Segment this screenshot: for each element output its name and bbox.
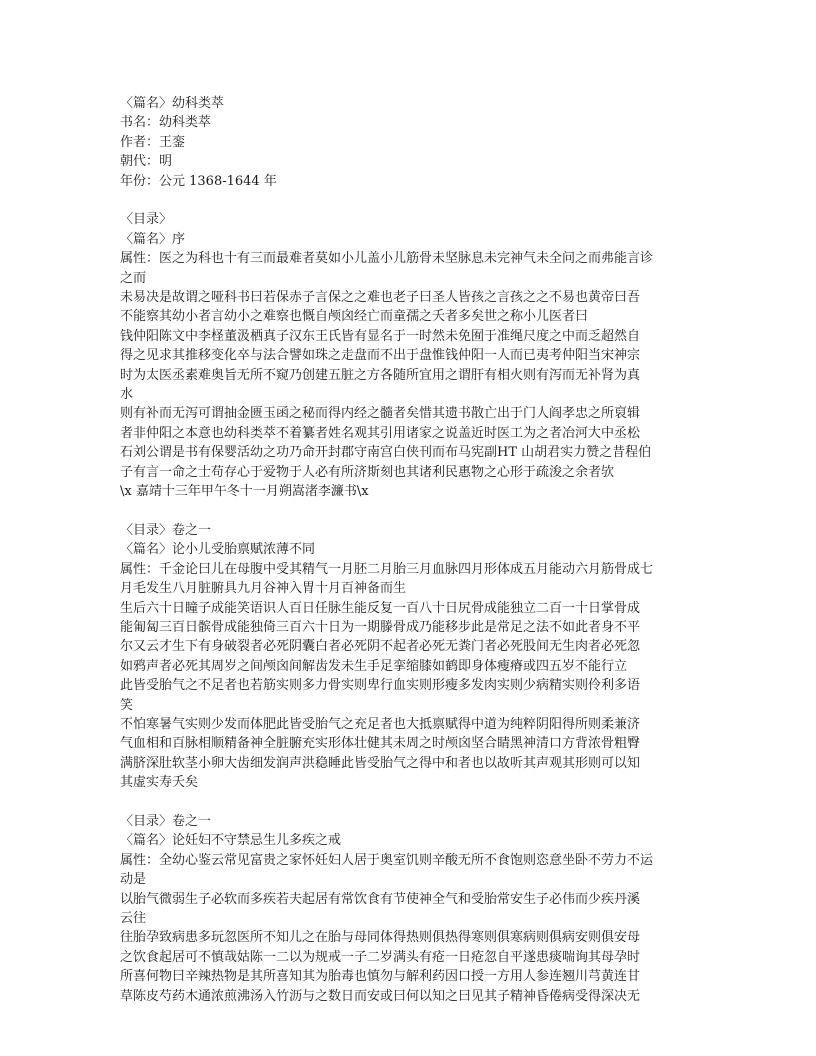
title-line: 〈篇名〉幼科类萃	[120, 96, 225, 111]
text-line: 能匍匐三百日髌骨成能独倚三百六十日为一期滕骨成乃能移步此是常足之法不如此者身不平	[120, 619, 641, 635]
section-title: 〈篇名〉论妊妇不守禁忌生儿多疾之戒	[120, 833, 342, 849]
year-line: 年份：公元 1368-1644 年	[120, 173, 277, 189]
text-line: 此皆受胎气之不足者也若筋实则多力骨实则卑行血实则形瘦多发肉实则少病精实则伶利多语	[120, 678, 641, 694]
text-line: 所喜何物曰辛辣热物是其所喜知其为胎毒也慎勿与解利药因口授一方用人参连翘川芎黄连甘	[120, 969, 641, 985]
book-metadata	[120, 94, 696, 191]
text-line: 得之见求其推移变化卒与法合譬如珠之走盘而不出于盘惟钱仲阳一人而已夷考仲阳当宋神宗	[120, 348, 641, 364]
dynasty-line: 朝代：明	[120, 154, 173, 170]
book-name-line: 书名：幼科类萃	[120, 115, 212, 131]
text-line: 不怕寒暑气实则少发而体肥此皆受胎气之充足者也大抵禀赋得中道为纯粹阴阳得所则柔兼济	[120, 716, 641, 732]
text-line: 水	[120, 387, 134, 403]
text-line: 不能察其幼小者言幼小之难察也慨自颅囟经亡而童孺之夭者多矣世之称小儿医者曰	[120, 309, 589, 325]
text-line: 气血相和百脉相顺精备神全脏腑充实形体壮健其未周之时颅囟坚合睛黑神清口方背浓骨粗臀	[120, 736, 641, 752]
text-line: 之饮食起居可不慎哉姑陈一二以为规戒一子二岁满头有疮一日疮忽自平遂患痰喘询其母孕时	[120, 949, 641, 965]
section-spacer	[120, 191, 696, 210]
text-line: 云往	[120, 911, 147, 927]
document-page	[120, 94, 696, 1006]
text-line: 尔又云才生下有身破裂者必死阴囊白者必死阴不起者必死无粪门者必死股间无生肉者必死忽	[120, 639, 641, 655]
toc-label: 〈目录〉卷之一	[120, 813, 212, 829]
text-line: 者非仲阳之本意也幼科类萃不着纂者姓名观其引用诸家之说盖近时医工为之者冶河大中丞松	[120, 425, 641, 441]
text-line: 其虚实寿夭矣	[120, 775, 199, 791]
text-line: 时为太医丞素难奥旨无所不窥乃创建五脏之方各随所宜用之谓肝有相火则有泻而无补肾为真	[120, 367, 641, 383]
text-line: 则有补而无泻可谓抽金匮玉函之秘而得内经之髓者矣惜其遗书散亡出于门人阎孝忠之所裒辑	[120, 406, 641, 422]
author-line: 作者：王銮	[120, 134, 186, 150]
text-line: 如鸦声者必死其周岁之间颅囟间解齿发未生手足挛缩膝如鹤即身体瘦瘠或四五岁不能行立	[120, 658, 628, 674]
text-line: 未易决是故谓之哑科书曰若保赤子言保之之难也老子曰圣人皆孩之言孩之之不易也黄帝曰吾	[120, 290, 641, 306]
preface-section	[120, 210, 696, 501]
section-spacer	[120, 502, 696, 521]
text-line: 生后六十日瞳子成能笑语识人百日任脉生能反复一百八十日尻骨成能独立二百一十日掌骨成	[120, 600, 641, 616]
text-line: 动是	[120, 872, 147, 888]
toc-label: 〈目录〉卷之一	[120, 522, 212, 538]
section-title: 〈篇名〉序	[120, 231, 186, 247]
toc-label: 〈目录〉	[120, 212, 173, 228]
chapter-section-2	[120, 812, 696, 1006]
text-line: 属性：医之为科也十有三而最难者莫如小儿盖小儿筋骨未坚脉息未完神气未全问之而弗能言诊	[120, 251, 654, 267]
text-line: 属性：千金论曰儿在母腹中受其精气一月胚二月胎三月血脉四月形体成五月能动六月筋骨成七	[120, 561, 654, 577]
text-line: 钱仲阳陈文中李柽董汲栖真子汉东王氏皆有显名于一时然未免囿于准绳尺度之中而乏超然自	[120, 328, 641, 344]
signature-line: \x 嘉靖十三年甲午冬十一月朔嵩渚李濂书\x	[120, 484, 369, 500]
text-line: 以胎气微弱生子必软而多疾若夫起居有常饮食有节使神全气和受胎常安生子必伟而少疾丹溪	[120, 891, 641, 907]
section-spacer	[120, 793, 696, 812]
text-line: 往胎孕致病患多玩忽医所不知儿之在胎与母同体得热则俱热得寒则俱寒病则俱病安则俱安母	[120, 930, 641, 946]
text-line: 石刘公谓是书有保婴活幼之功乃命开封郡守南宫白侠刊而布马宪副HT 山胡君实力赞之昔程伯	[120, 445, 652, 461]
text-line: 子有言一命之士苟存心于爱物于人必有所济斯刻也其诸利民惠物之心形于疏浚之余者欤	[120, 464, 615, 480]
text-line: 属性：全幼心鉴云常见富贵之家怀妊妇人居于奥室饥则辛酸无所不食饱则恣意坐卧不劳力不运	[120, 852, 654, 868]
section-title: 〈篇名〉论小儿受胎禀赋浓薄不同	[120, 542, 316, 558]
text-line: 之而	[120, 270, 147, 286]
text-line: 月毛发生八月脏腑具九月谷神入胃十月百神备而生	[120, 581, 407, 597]
text-line: 满脐深肚软茎小卵大齿细发润声洪稳睡此皆受胎气之得中和者也以故听其声观其形则可以知	[120, 755, 641, 771]
text-line: 草陈皮芍药木通浓煎沸汤入竹沥与之数日而安或曰何以知之曰见其子精神昏倦病受得深决无	[120, 988, 641, 1004]
chapter-section-1	[120, 521, 696, 793]
text-line: 笑	[120, 697, 134, 713]
